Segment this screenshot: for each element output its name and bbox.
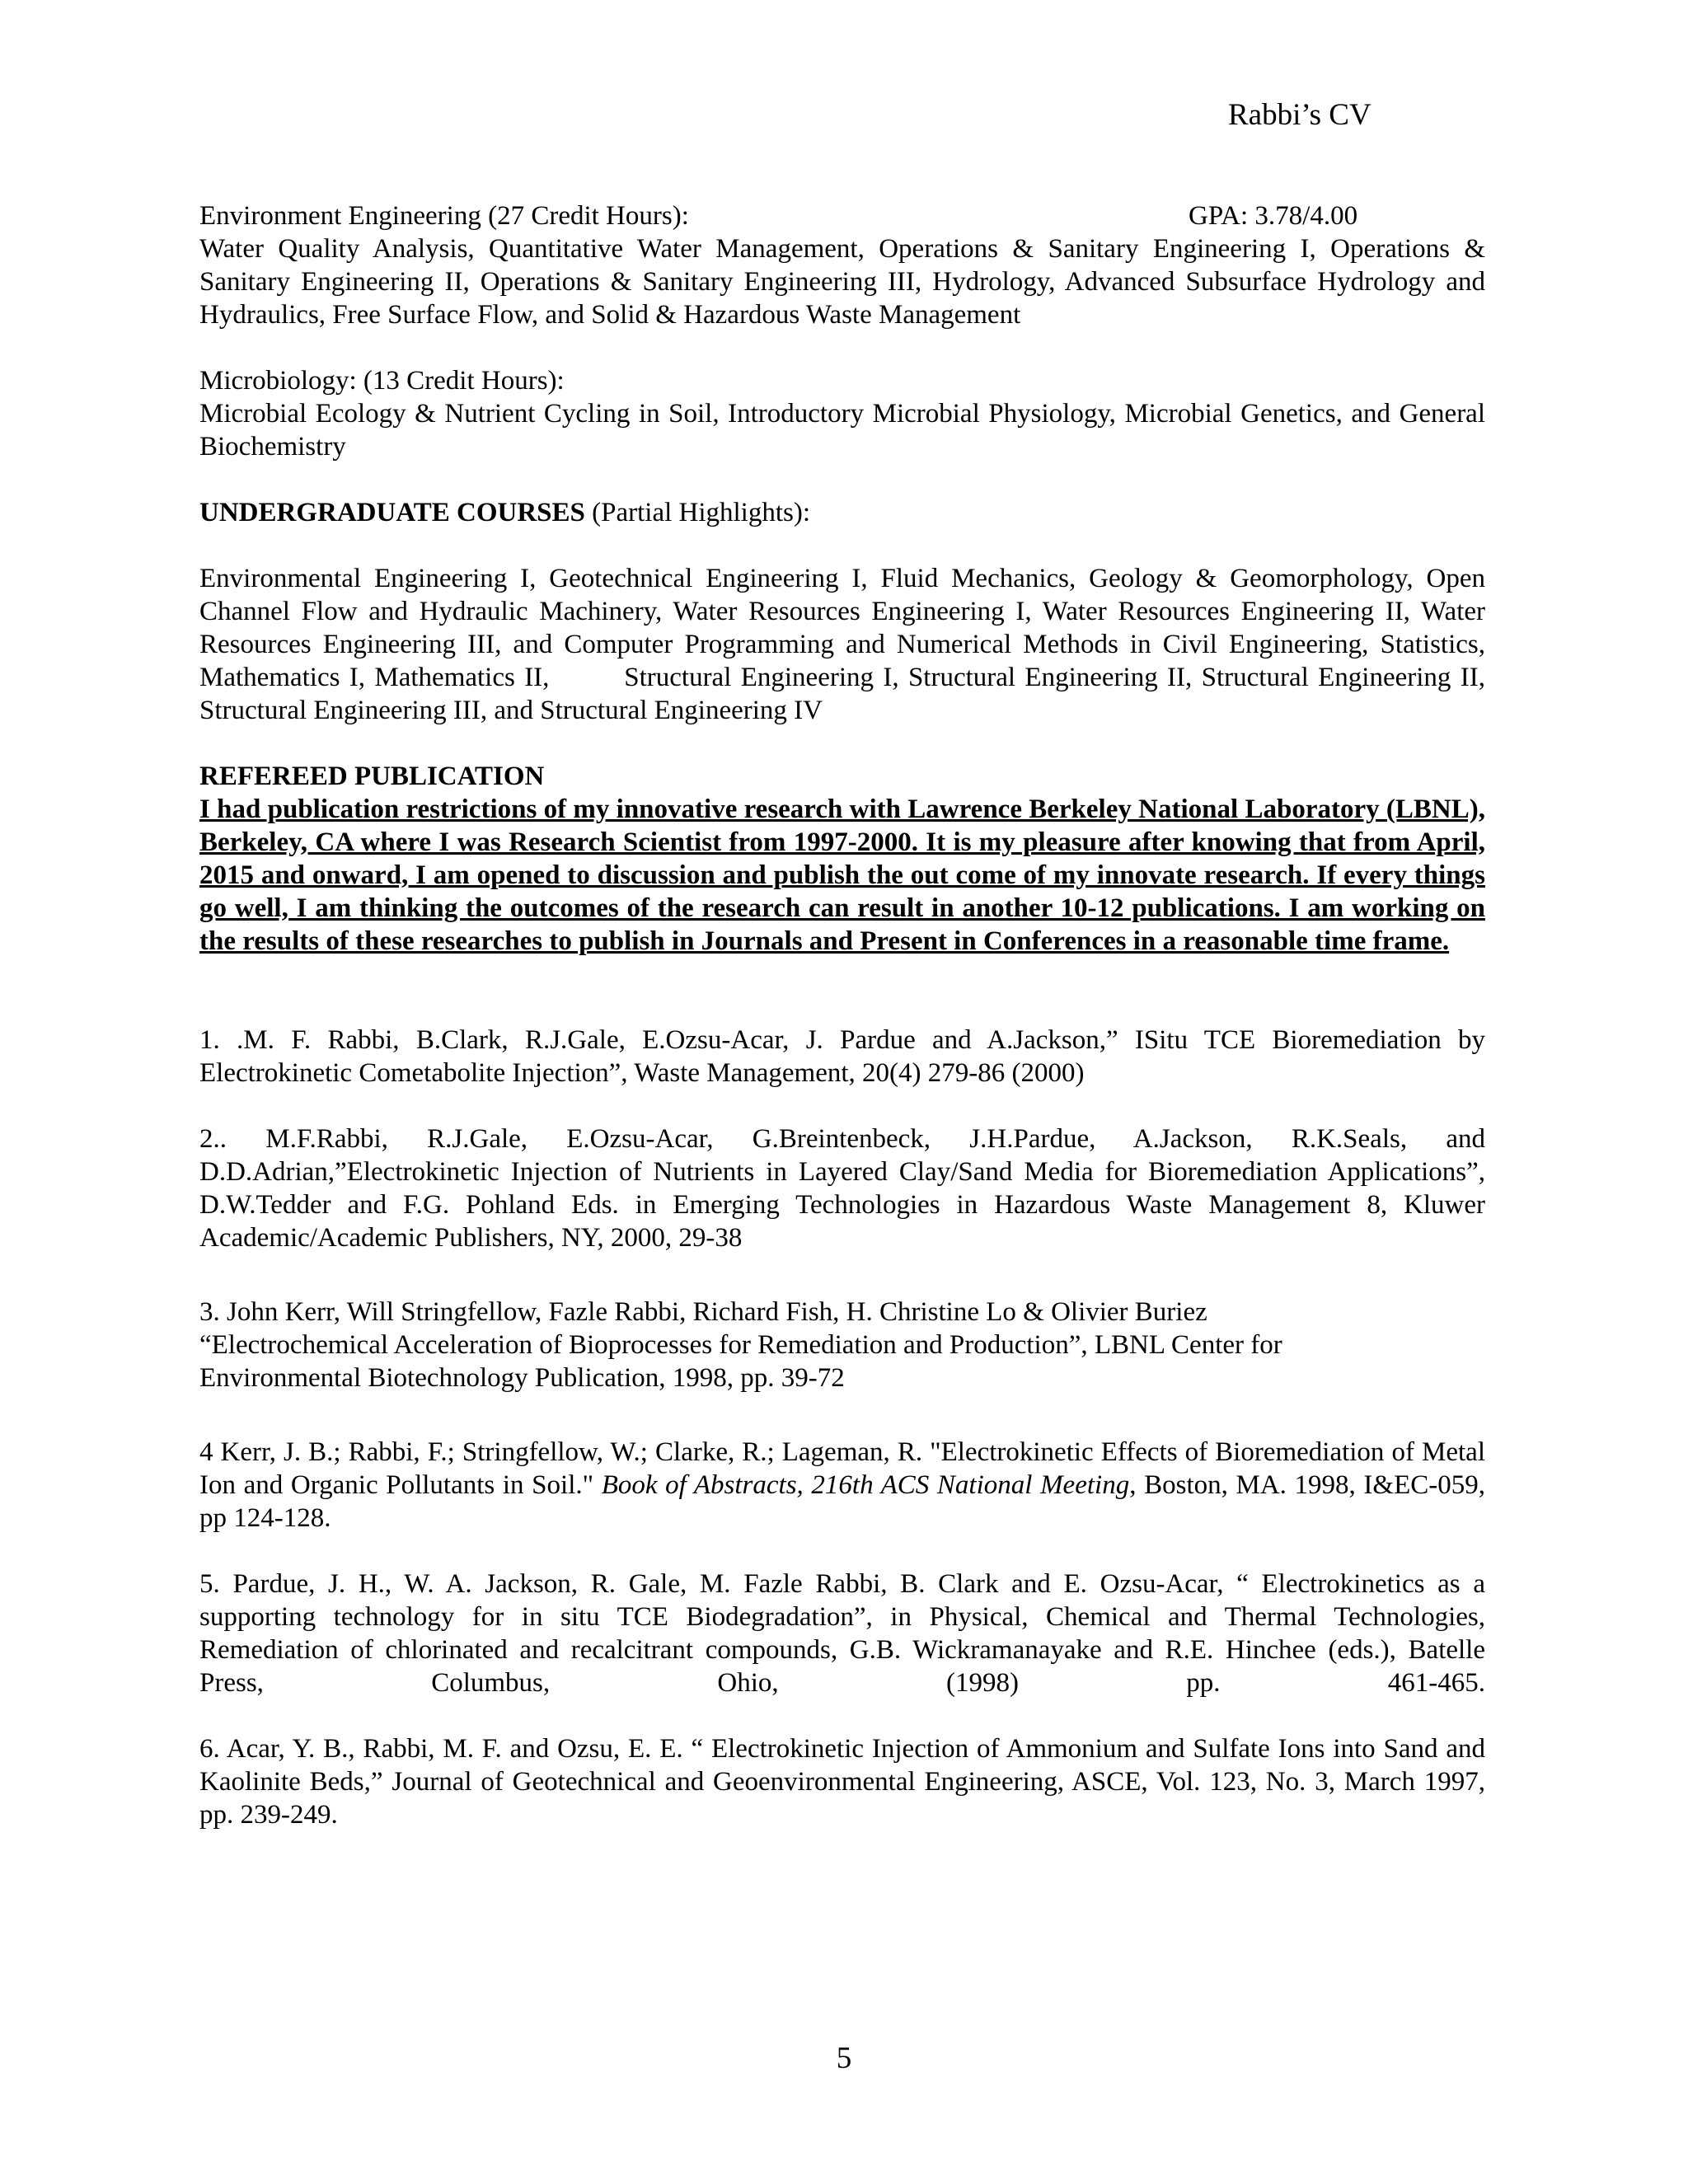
- env-eng-gpa: GPA: 3.78/4.00: [1189, 201, 1358, 231]
- page-number: 5: [836, 2041, 852, 2075]
- publication-item-1: 1. .M. F. Rabbi, B.Clark, R.J.Gale, E.Ozsu-Acar, J. Pardue and A.Jackson,” ISitu TCE Bioremediation by Electrokinetic Cometabolite Injection”, Waste Management, 20(4) 279-86 (2000): [199, 1025, 1485, 1088]
- env-eng-heading-row: [199, 199, 1485, 232]
- publications-heading: REFEREED PUBLICATION: [199, 762, 545, 791]
- publications-notice: I had publication restrictions of my innovative research with Lawrence Berkeley National Laboratory (LBNL), Berkeley, CA where I was Research Scientist from 1997-2000. It is my pleasure after knowing that from April, 2015 and onward, I am opened to discussion and publish the out come of my innovate research. If every things go well, I am thinking the outcomes of the research can result in another 10-12 publications. I am working on the results of these researches to publish in Journals and Present in Conferences in a reasonable time frame.: [199, 794, 1485, 956]
- publication-item-4-details: , Boston, MA. 1998, I&EC-059, pp 124-128.: [199, 1470, 1485, 1533]
- publication-item-6: 6. Acar, Y. B., Rabbi, M. F. and Ozsu, E. E. “ Electrokinetic Injection of Ammonium and Sulfate Ions into Sand and Kaolinite Beds,” Journal of Geotechnical and Geoenvironmental Engineering, ASCE, Vol. 123, No. 3, March 1997, pp. 239-249.: [199, 1734, 1485, 1830]
- page-content: [199, 199, 1493, 1831]
- publication-item-4-venue: Book of Abstracts, 216th ACS National Meeting: [601, 1470, 1130, 1500]
- publication-item-3-line-1: 3. John Kerr, Will Stringfellow, Fazle Rabbi, Richard Fish, H. Christine Lo & Olivier Buriez: [199, 1297, 1207, 1327]
- publication-item-5: 5. Pardue, J. H., W. A. Jackson, R. Gale, M. Fazle Rabbi, B. Clark and E. Ozsu-Acar, “ Electrokinetics as a supporting technology for in situ TCE Biodegradation”, in Physical, Chemical and Thermal Technologies, Remediation of chlorinated and recalcitrant compounds, G.B. Wickramanayake and R.E. Hinchee (eds.), Batelle Press, Columbus, Ohio, (1998) pp. 461-465.: [199, 1569, 1485, 1698]
- microbiology-heading: Microbiology: (13 Credit Hours):: [199, 366, 565, 396]
- undergrad-courses: Environmental Engineering I, Geotechnical Engineering I, Fluid Mechanics, Geology & Geomorphology, Open Channel Flow and Hydraulic Machinery, Water Resources Engineering I, Water Resources Engineering II, Water Resources Engineering III, and Computer Programming and Numerical Methods in Civil Engineering, Statistics, Mathematics I, Mathematics II, Structural Engineering I, Structural Engineering II, Structural Engineering II, Structural Engineering III, and Structural Engineering IV: [199, 564, 1493, 725]
- publication-item-3-line-2: “Electrochemical Acceleration of Bioprocesses for Remediation and Production”, LBNL Center for: [199, 1330, 1282, 1360]
- publication-item-4: [199, 1436, 1485, 1535]
- publication-item-3: [199, 1296, 1485, 1394]
- undergrad-heading-rest: (Partial Highlights):: [584, 498, 811, 527]
- env-eng-courses: Water Quality Analysis, Quantitative Water Management, Operations & Sanitary Engineering I, Operations & Sanitary Engineering II, Operations & Sanitary Engineering III, Hydrology, Advanced Subsurface Hydrology and Hydraulics, Free Surface Flow, and Solid & Hazardous Waste Management: [199, 234, 1485, 330]
- running-header: Rabbi’s CV: [1228, 98, 1372, 132]
- undergrad-heading: [199, 496, 1485, 529]
- env-eng-heading: Environment Engineering (27 Credit Hours):: [199, 201, 689, 231]
- undergrad-heading-bold: UNDERGRADUATE COURSES: [199, 498, 585, 527]
- publication-item-4-authors: 4 Kerr, J. B.; Rabbi, F.; Stringfellow, W.; Clarke, R.; Lageman, R. "Electrokinetic Effects of Bioremediation of Metal Ion and Organic Pollutants in Soil.": [199, 1437, 1485, 1500]
- publication-item-2: 2.. M.F.Rabbi, R.J.Gale, E.Ozsu-Acar, G.Breintenbeck, J.H.Pardue, A.Jackson, R.K.Seals, and D.D.Adrian,”Electrokinetic Injection of Nutrients in Layered Clay/Sand Media for Bioremediation Applications”, D.W.Tedder and F.G. Pohland Eds. in Emerging Technologies in Hazardous Waste Management 8, Kluwer Academic/Academic Publishers, NY, 2000, 29-38: [199, 1124, 1485, 1253]
- publication-item-3-line-3: Environmental Biotechnology Publication, 1998, pp. 39-72: [199, 1363, 845, 1393]
- microbiology-courses: Microbial Ecology & Nutrient Cycling in Soil, Introductory Microbial Physiology, Microbial Genetics, and General Biochemistry: [199, 399, 1485, 462]
